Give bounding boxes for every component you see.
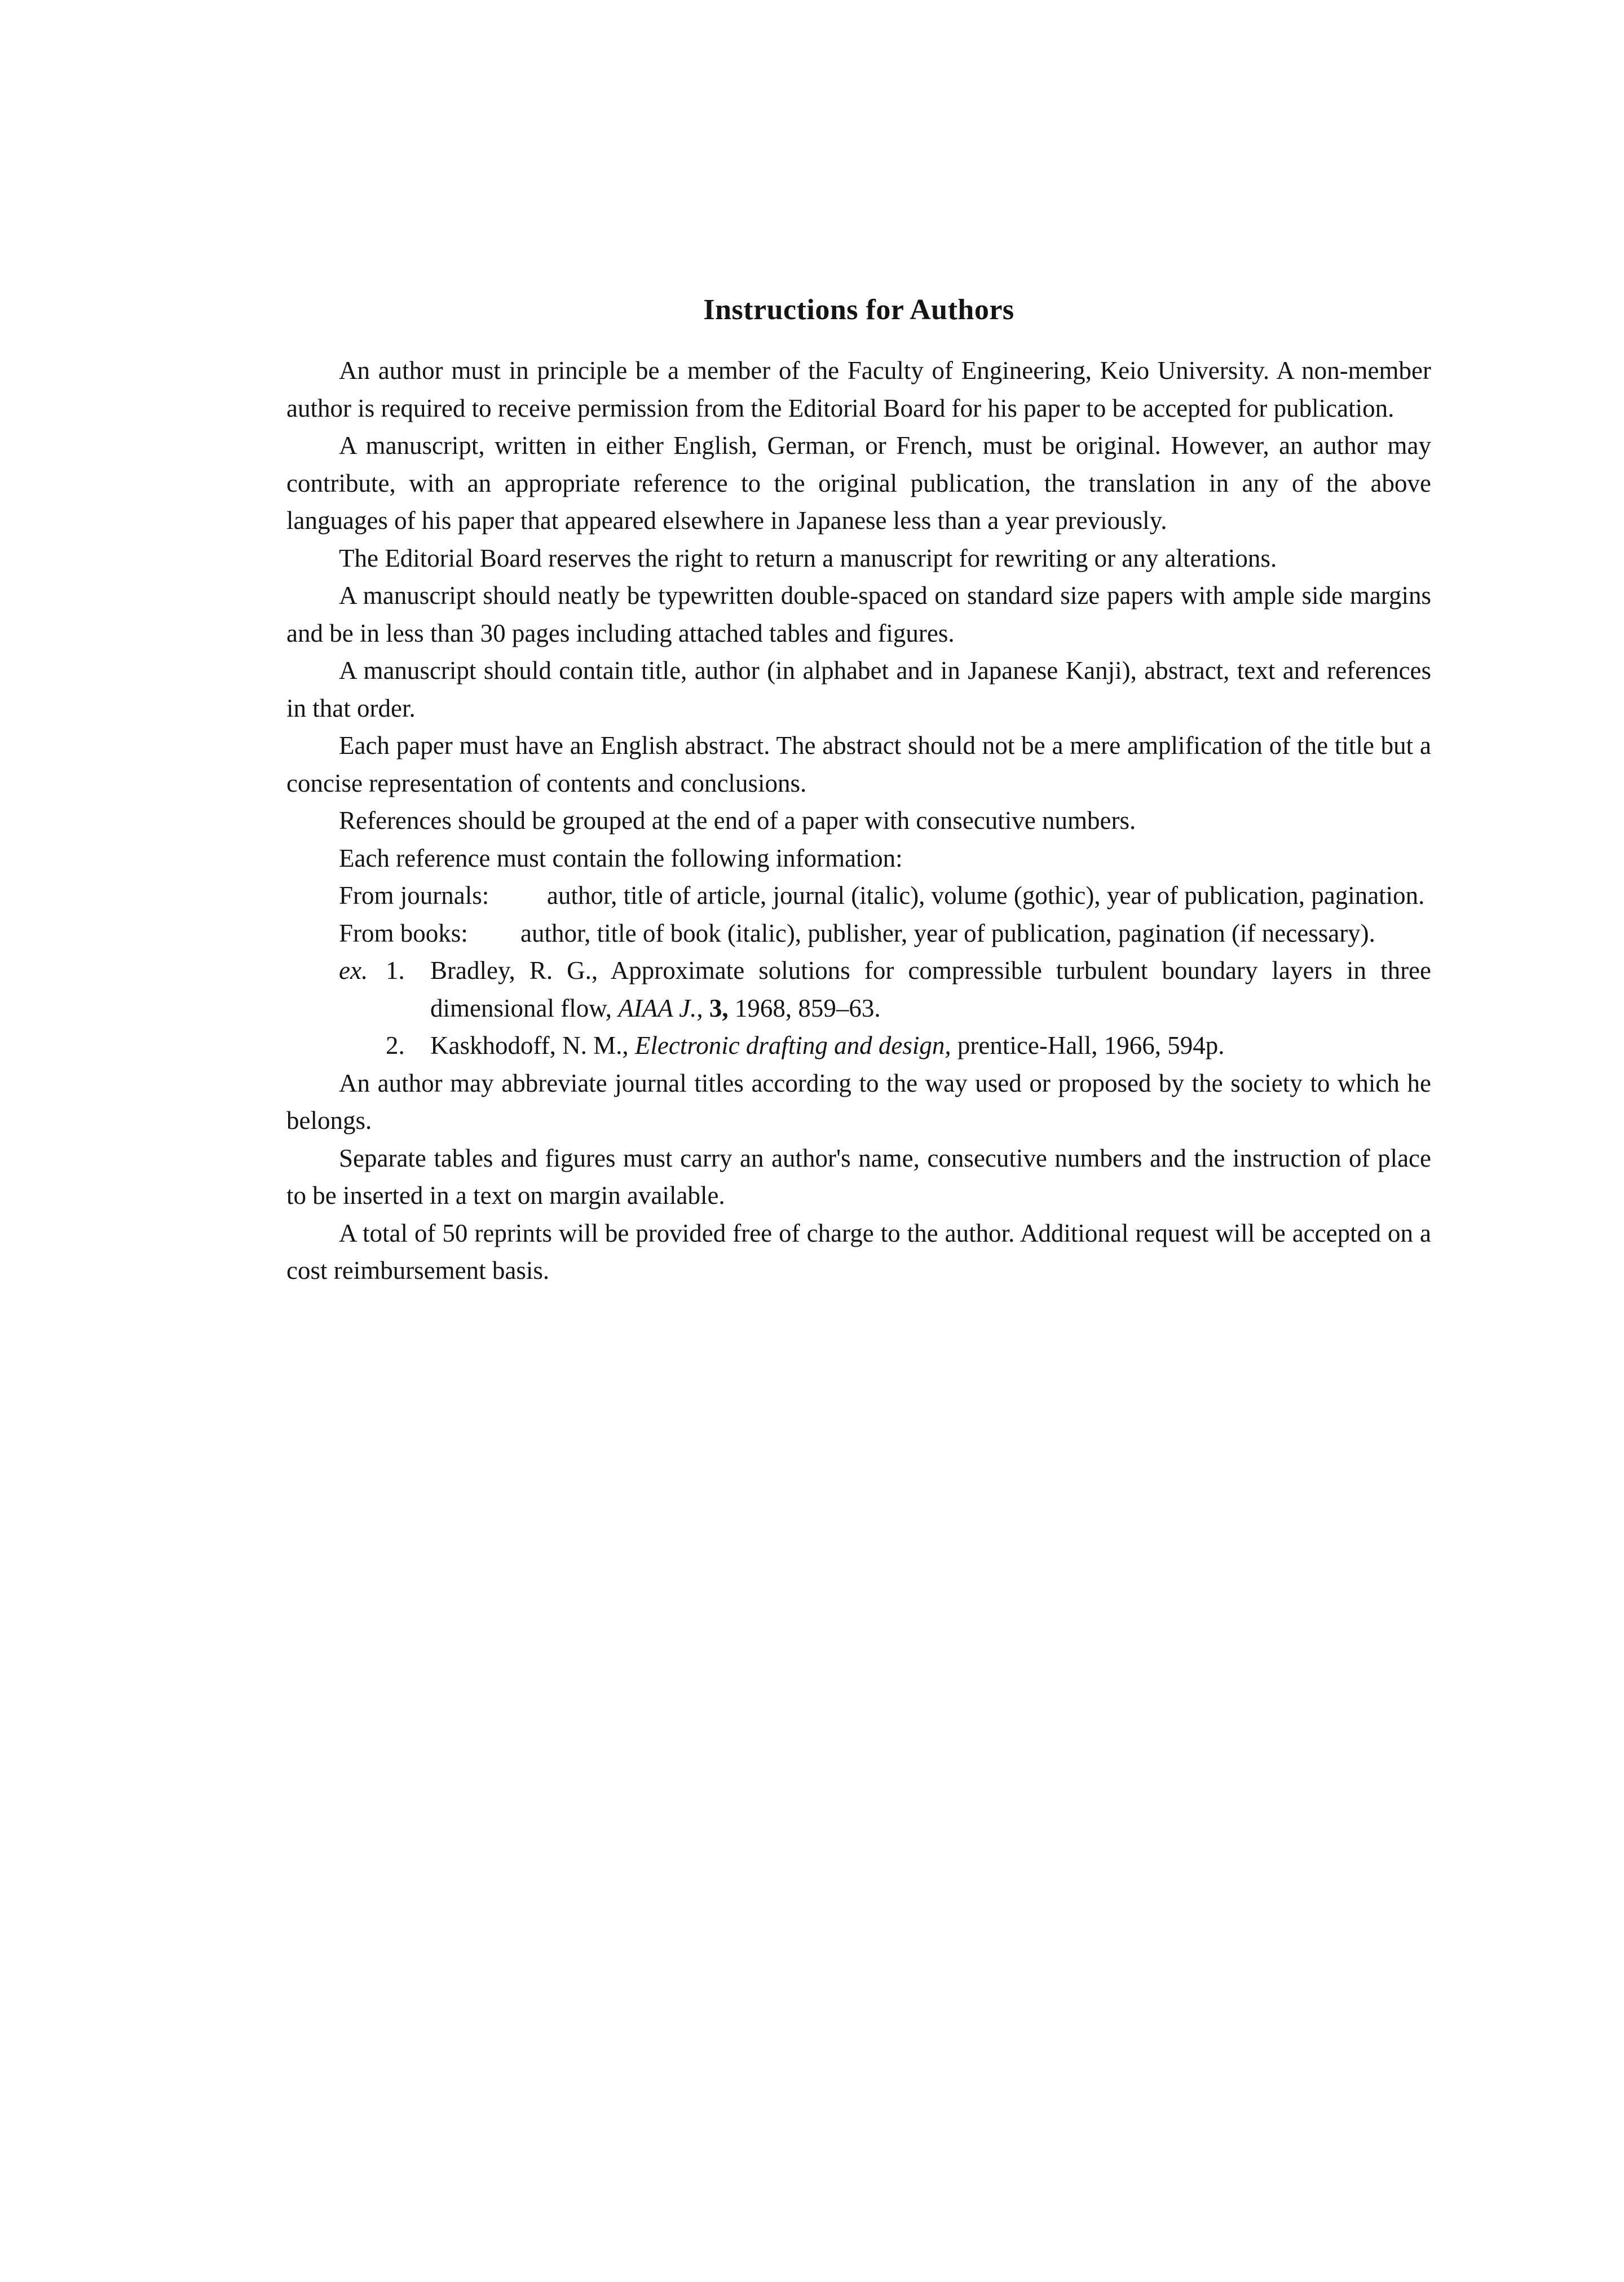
editorial-rights-paragraph: The Editorial Board reserves the right to return a manuscript for rewriting or any alterations. bbox=[339, 544, 1277, 572]
example-1-body bbox=[286, 952, 1431, 1027]
example-1-journal: AIAA J., bbox=[618, 994, 703, 1022]
example-reference-1 bbox=[286, 952, 1431, 1027]
example-1-number: 1. bbox=[386, 956, 405, 985]
example-prefix: ex. bbox=[339, 956, 368, 985]
page-title: Instructions for Authors bbox=[703, 294, 1014, 326]
journal-format-row bbox=[286, 877, 1431, 915]
membership-paragraph: An author must in principle be a member of the Faculty of Engineering, Keio University. A non-member author is required to receive permission from the Editorial Board for his paper to be accepted for publication. bbox=[286, 356, 1431, 422]
example-reference-2 bbox=[286, 1027, 1431, 1065]
example-1-rest: 1968, 859–63. bbox=[734, 994, 881, 1022]
example-1-volume: 3, bbox=[709, 994, 729, 1022]
reprints-paragraph: A total of 50 reprints will be provided free of charge to the author. Additional request will be accepted on a cost reimbursement basis. bbox=[286, 1219, 1431, 1285]
language-paragraph: A manuscript, written in either English, German, or French, must be original. However, an author may contribute, with an appropriate reference to the original publication, the translation in any of the above languages of his paper that appeared elsewhere in Japanese less than a year previously. bbox=[286, 431, 1431, 535]
example-2-number: 2. bbox=[386, 1031, 405, 1060]
reference-info-paragraph: Each reference must contain the following information: bbox=[339, 844, 903, 872]
example-1-authors: Bradley, R. G., bbox=[430, 956, 598, 985]
book-format-label: From books: bbox=[339, 919, 468, 947]
tables-figures-paragraph: Separate tables and figures must carry an author's name, consecutive numbers and the instruction of place to be inserted in a text on margin available. bbox=[286, 1144, 1431, 1210]
journal-format-text: author, title of article, journal (italic), volume (gothic), year of publication, pagination. bbox=[547, 881, 1425, 910]
abstract-paragraph: Each paper must have an English abstract. The abstract should not be a mere amplification of the title but a concise representation of contents and conclusions. bbox=[286, 731, 1431, 797]
example-2-title: Electronic drafting and design, bbox=[634, 1031, 951, 1060]
references-grouping-paragraph: References should be grouped at the end of a paper with consecutive numbers. bbox=[339, 806, 1136, 835]
typewriting-paragraph: A manuscript should neatly be typewritten double-spaced on standard size papers with ample side margins and be in less than 30 pages including attached tables and figures. bbox=[286, 581, 1431, 647]
example-2-body bbox=[286, 1027, 1431, 1065]
abbreviation-paragraph: An author may abbreviate journal titles according to the way used or proposed by the society to which he belongs. bbox=[286, 1069, 1431, 1135]
book-format-text: author, title of book (italic), publisher, year of publication, pagination (if necessary). bbox=[520, 919, 1375, 947]
example-2-authors: Kaskhodoff, N. M., bbox=[430, 1031, 629, 1060]
example-1-title: Approximate solutions for compressible turbulent boundary layers in three dimensional flow, bbox=[430, 956, 1431, 1022]
manuscript-contents-paragraph: A manuscript should contain title, author (in alphabet and in Japanese Kanji), abstract, text and references in that order. bbox=[286, 656, 1431, 722]
book-format-row bbox=[286, 915, 1431, 952]
journal-format-label: From journals: bbox=[339, 881, 489, 910]
instructions-page bbox=[286, 293, 1431, 1290]
example-2-rest: prentice-Hall, 1966, 594p. bbox=[957, 1031, 1225, 1060]
